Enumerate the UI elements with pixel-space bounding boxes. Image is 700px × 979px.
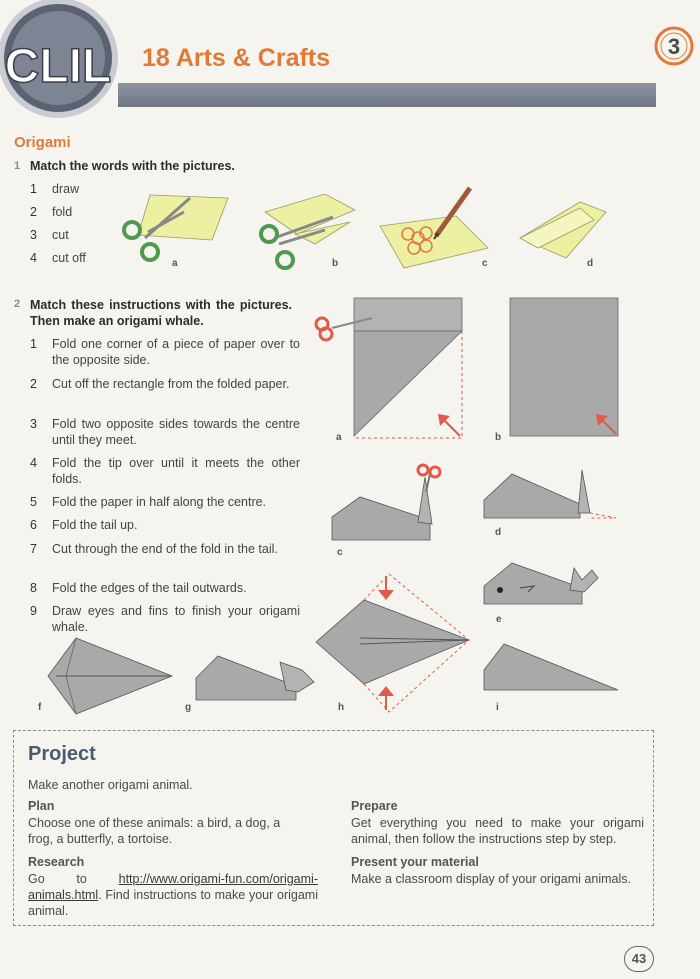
item-number: 2 xyxy=(30,205,37,219)
instruction-step xyxy=(30,517,300,533)
step-text: Fold two opposite sides towards the centre until they meet. xyxy=(52,417,300,447)
picture-label-f: f xyxy=(38,702,42,713)
picture-label-c: c xyxy=(482,258,488,269)
picture-pencil-drawing xyxy=(378,186,493,270)
project-intro: Make another origami animal. xyxy=(28,778,193,792)
instruction-step xyxy=(30,376,300,408)
plan-text: Choose one of these animals: a bird, a dog, a frog, a butterfly, a tortoise. xyxy=(28,816,281,846)
project-title: Project xyxy=(28,743,96,765)
section-title: Origami xyxy=(14,134,71,151)
exercise-2-number: 2 xyxy=(14,298,21,310)
picture-step-i xyxy=(482,640,622,692)
item-word: cut off xyxy=(52,251,86,265)
picture-label-a: a xyxy=(172,258,178,269)
picture-label-d: d xyxy=(587,258,594,269)
step-text: Cut through the end of the fold in the tail. xyxy=(52,542,278,556)
exercise-1-instruction: Match the words with the pictures. xyxy=(30,159,235,173)
exercise-2-instruction: Match these instructions with the pictures. Then make an origami whale. xyxy=(30,298,292,328)
step-text: Cut off the rectangle from the folded paper. xyxy=(52,377,290,391)
research-link[interactable]: http://www.origami-fun.com/origami-animals.html xyxy=(28,872,318,902)
step-number: 6 xyxy=(30,518,37,532)
instruction-step xyxy=(30,603,300,635)
clil-logo-text: CLIL xyxy=(4,40,112,93)
picture-step-e xyxy=(482,560,614,610)
picture-folded-paper xyxy=(518,200,610,262)
prepare-text: Get everything you need to make your origami animal, then follow the instructions step by step. xyxy=(351,816,644,846)
header-band xyxy=(118,83,656,107)
page-number: 43 xyxy=(624,946,654,972)
picture-label-a: a xyxy=(336,432,342,443)
plan-heading: Plan xyxy=(28,799,55,813)
picture-label-d: d xyxy=(495,527,502,538)
instruction-step xyxy=(30,336,300,368)
picture-label-b: b xyxy=(495,432,502,443)
instruction-step xyxy=(30,580,300,596)
picture-step-h xyxy=(314,572,474,717)
prepare-heading: Prepare xyxy=(351,799,398,813)
present-heading: Present your material xyxy=(351,855,479,869)
instruction-step xyxy=(30,416,300,448)
step-text: Fold the tip over until it meets the other folds. xyxy=(52,456,300,486)
picture-step-d xyxy=(482,468,622,523)
unit-number-badge xyxy=(654,26,694,66)
step-number: 2 xyxy=(30,377,37,391)
picture-label-b: b xyxy=(332,258,339,269)
unit-title: 18 Arts & Crafts xyxy=(142,44,331,72)
step-number: 1 xyxy=(30,337,37,351)
item-word: cut xyxy=(52,228,69,242)
exercise-1-number: 1 xyxy=(14,160,21,172)
research-heading: Research xyxy=(28,855,85,869)
instruction-step xyxy=(30,541,300,573)
picture-step-a xyxy=(312,296,472,441)
picture-label-e: e xyxy=(496,614,502,625)
picture-step-f xyxy=(46,636,176,716)
step-text: Fold one corner of a piece of paper over to the opposite side. xyxy=(52,337,300,367)
picture-step-g xyxy=(194,652,316,702)
step-text: Fold the paper in half along the centre. xyxy=(52,495,267,509)
item-number: 1 xyxy=(30,182,37,196)
step-number: 9 xyxy=(30,604,37,618)
step-text: Fold the edges of the tail outwards. xyxy=(52,581,247,595)
item-number: 3 xyxy=(30,228,37,242)
picture-label-h: h xyxy=(338,702,345,713)
step-text: Draw eyes and fins to finish your origami whale. xyxy=(52,604,300,634)
step-text: Fold the tail up. xyxy=(52,518,138,532)
picture-label-i: i xyxy=(496,702,499,713)
research-rest: . Find instructions to make your origami animal. xyxy=(28,888,318,918)
picture-step-b xyxy=(508,296,623,438)
unit-number: 3 xyxy=(667,34,681,59)
step-number: 4 xyxy=(30,456,37,470)
instruction-step xyxy=(30,494,300,510)
item-number: 4 xyxy=(30,251,37,265)
item-word: fold xyxy=(52,205,73,219)
present-text: Make a classroom display of your origami animals. xyxy=(351,872,631,886)
step-number: 3 xyxy=(30,417,37,431)
instruction-step xyxy=(30,455,300,487)
research-text xyxy=(28,871,318,919)
research-go: Go to xyxy=(28,872,87,886)
picture-step-c xyxy=(330,462,445,542)
item-word: draw xyxy=(52,182,80,196)
picture-label-g: g xyxy=(185,702,192,713)
picture-scissors-cutting-off xyxy=(255,192,360,272)
step-number: 7 xyxy=(30,542,37,556)
step-number: 5 xyxy=(30,495,37,509)
step-number: 8 xyxy=(30,581,37,595)
clil-logo xyxy=(0,0,125,125)
picture-label-c: c xyxy=(337,547,343,558)
